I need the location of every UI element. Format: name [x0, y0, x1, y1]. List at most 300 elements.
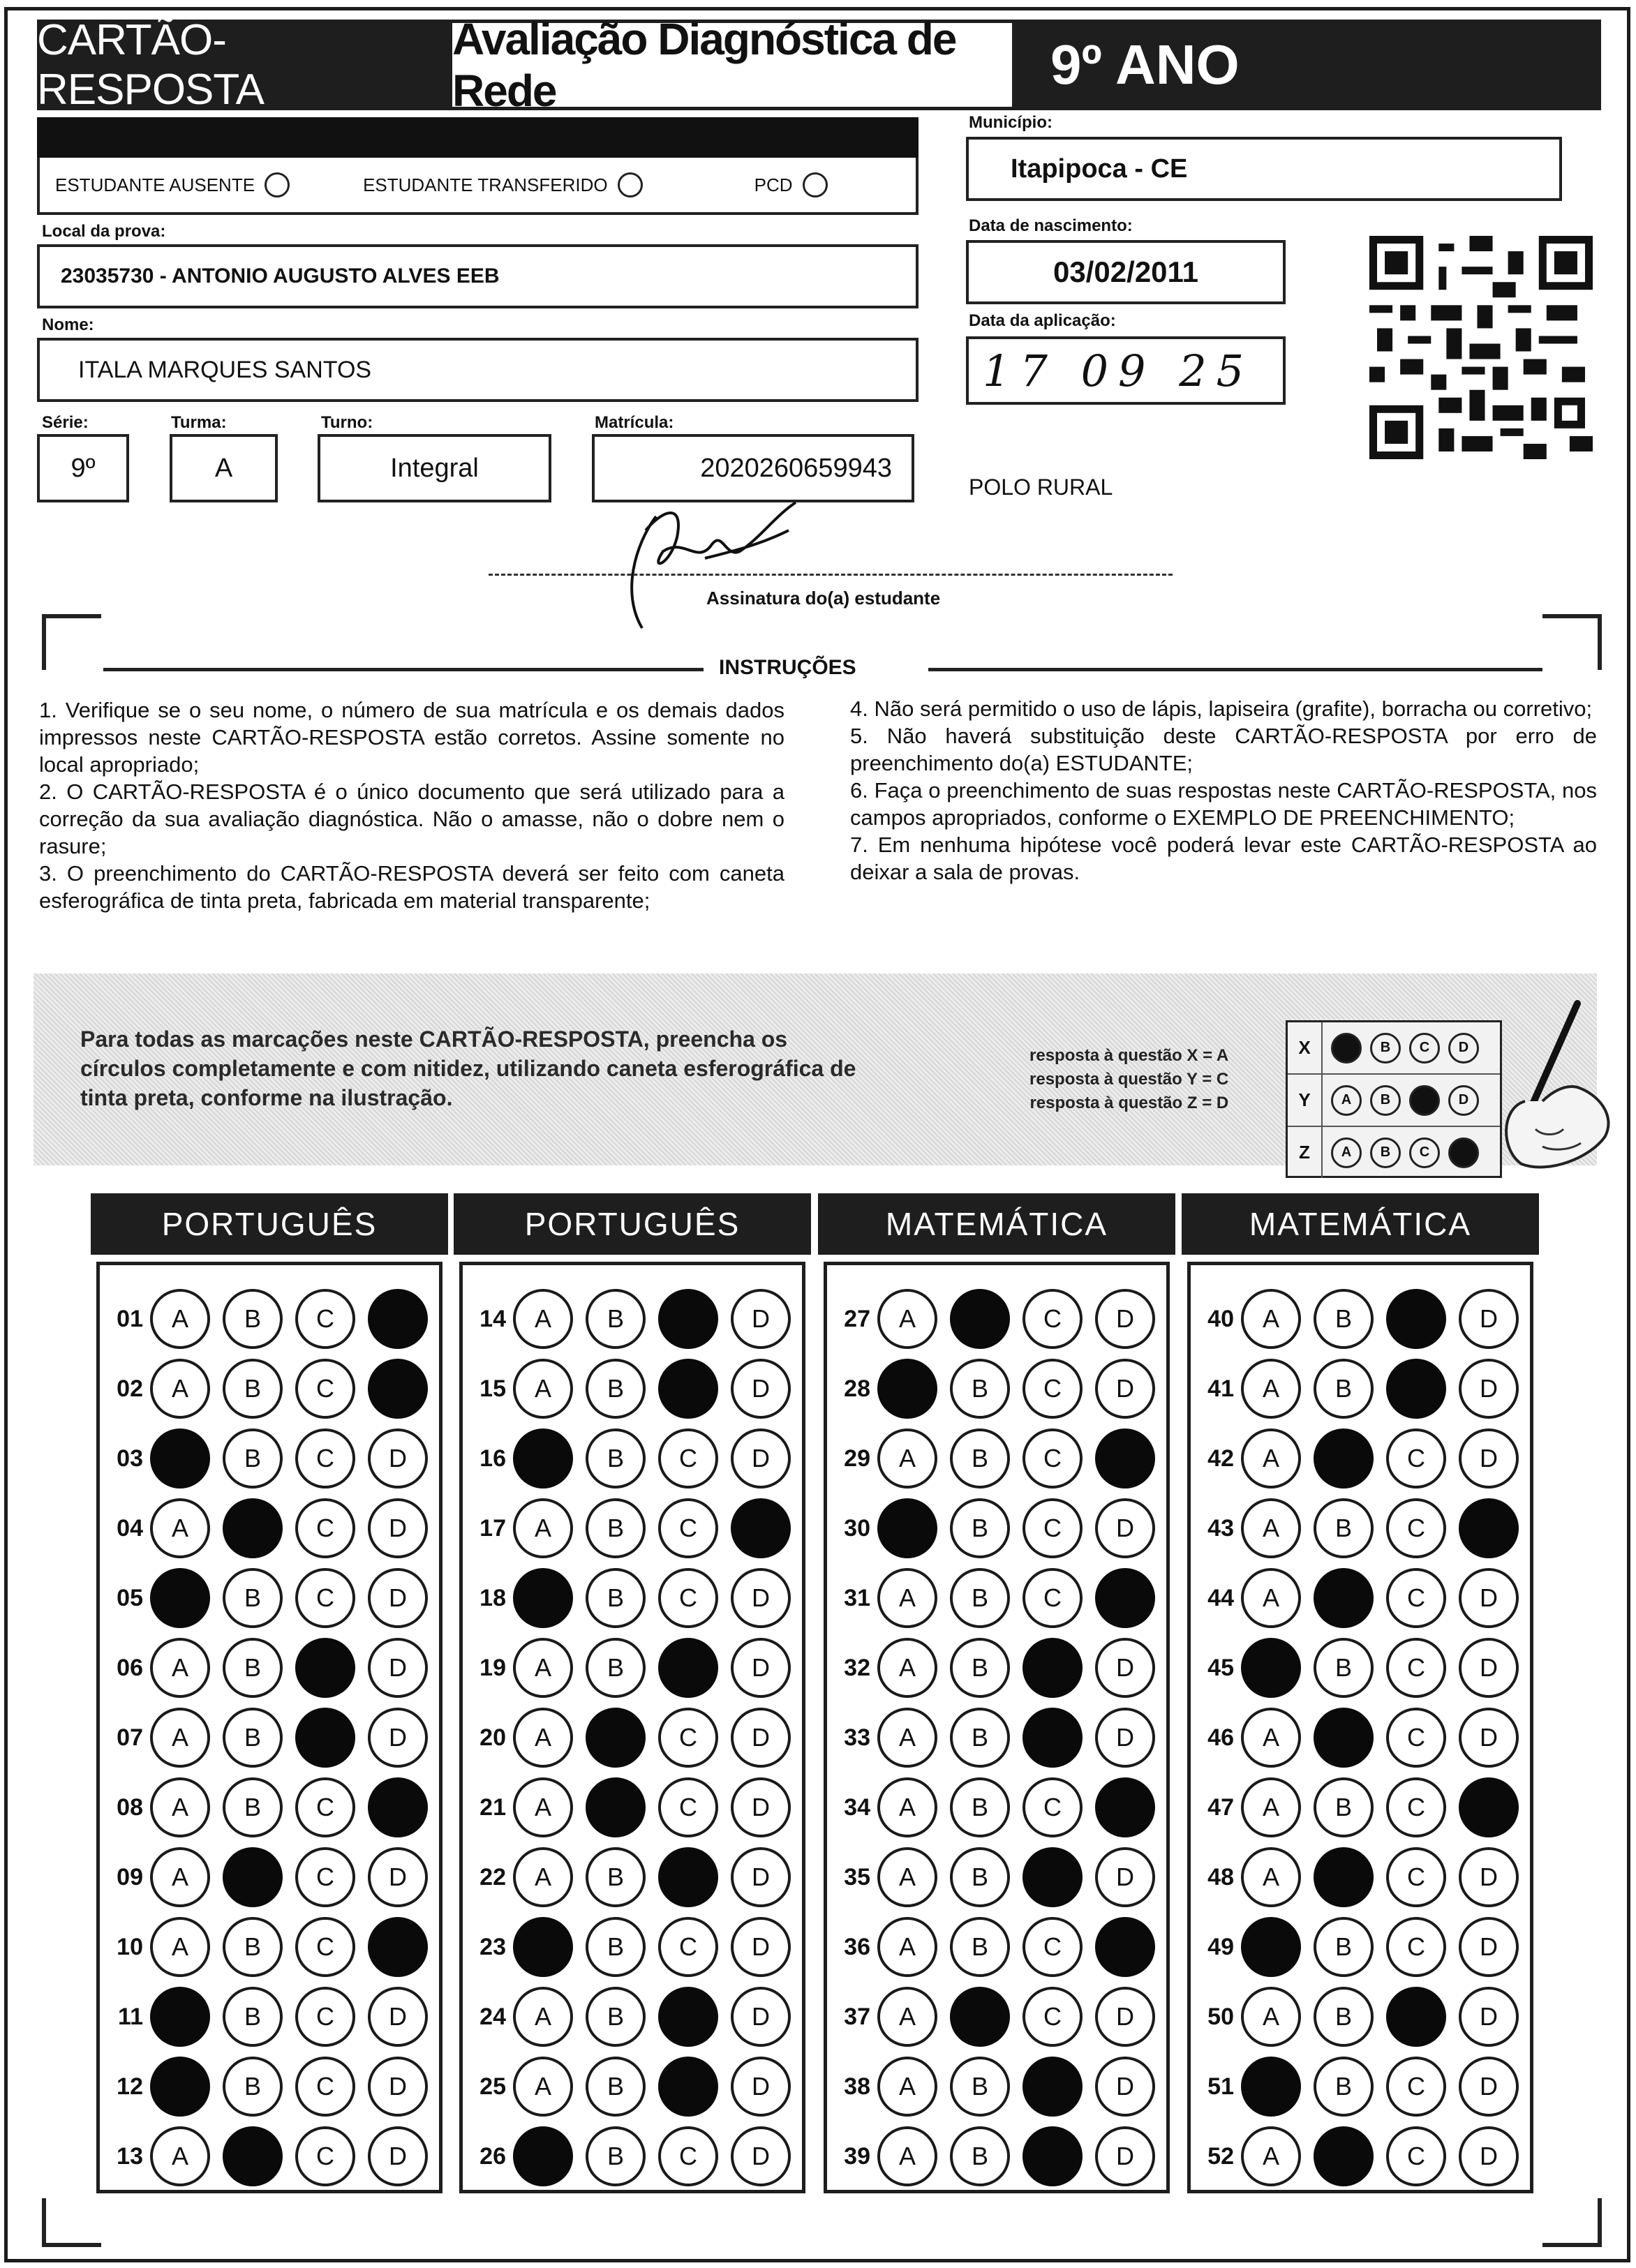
answer-bubble-a[interactable]: A	[877, 1359, 937, 1419]
answer-bubble-a[interactable]: A	[513, 1708, 573, 1768]
answer-bubble-d[interactable]: D	[731, 1777, 791, 1837]
turno-field: Integral	[318, 434, 551, 502]
question-number: 45	[1207, 1654, 1234, 1681]
answer-bubble-c[interactable]: C	[658, 2126, 718, 2186]
answer-bubble-b[interactable]: B	[950, 2057, 1010, 2117]
answer-bubble-c[interactable]: C	[1386, 1777, 1446, 1837]
answer-bubble-d[interactable]: D	[1459, 2057, 1519, 2117]
answer-bubble-d[interactable]: D	[368, 1917, 428, 1977]
answer-bubble-d[interactable]: D	[1095, 1289, 1155, 1349]
question-number: 19	[479, 1654, 506, 1681]
transferred-radio[interactable]	[618, 172, 643, 197]
answer-bubble-b[interactable]: B	[223, 1289, 283, 1349]
answer-bubble-a[interactable]: A	[150, 1289, 210, 1349]
answer-bubble-b[interactable]: B	[223, 1987, 283, 2047]
answer-row	[1191, 1847, 1531, 1907]
answer-bubble-c[interactable]: C	[1022, 1917, 1083, 1977]
answer-bubble-b[interactable]: B	[1314, 1359, 1374, 1419]
answer-bubble-d[interactable]: D	[731, 2057, 791, 2117]
turma-field: A	[170, 434, 278, 502]
answer-bubble-b[interactable]: B	[1314, 2126, 1374, 2186]
signature-line	[489, 574, 1173, 576]
answer-bubble-c[interactable]: C	[658, 1917, 718, 1977]
answer-bubble-b[interactable]: B	[586, 1359, 646, 1419]
answer-bubble-d[interactable]: D	[368, 1777, 428, 1837]
instructions-left	[39, 696, 784, 914]
absent-label: ESTUDANTE AUSENTE	[55, 174, 255, 195]
answer-bubble-a[interactable]: A	[513, 1638, 573, 1698]
answer-bubble-a[interactable]: A	[877, 2126, 937, 2186]
answer-bubble-b[interactable]: B	[586, 1847, 646, 1907]
answer-bubble-a[interactable]: A	[150, 2057, 210, 2117]
pcd-label: PCD	[754, 174, 793, 195]
answer-bubble-b[interactable]: B	[1314, 1917, 1374, 1977]
answer-bubble-b[interactable]: B	[223, 1708, 283, 1768]
answer-bubble-c[interactable]: C	[295, 1498, 355, 1558]
example-bubble: A	[1331, 1085, 1362, 1116]
question-number: 38	[844, 2073, 870, 2100]
answer-bubble-d[interactable]: D	[731, 2126, 791, 2186]
answer-bubble-a[interactable]: A	[877, 1568, 937, 1628]
example-bubble: D	[1448, 1085, 1479, 1116]
answer-bubble-b[interactable]: B	[950, 1987, 1010, 2047]
answer-row	[1191, 1289, 1531, 1349]
answer-bubble-c[interactable]: C	[1022, 2057, 1083, 2117]
answer-bubble-b[interactable]: B	[950, 1638, 1010, 1698]
instruction-4: 4. Não será permitido o uso de lápis, lapiseira (grafite), borracha ou corretivo;	[850, 696, 1593, 721]
answer-bubble-a[interactable]: A	[877, 1289, 937, 1349]
answer-bubble-c[interactable]: C	[295, 1359, 355, 1419]
answer-bubble-d[interactable]: D	[1095, 1708, 1155, 1768]
answer-bubble-a[interactable]: A	[513, 2057, 573, 2117]
answer-bubble-b[interactable]: B	[586, 2057, 646, 2117]
question-number: 16	[479, 1445, 506, 1472]
exam-title: Avaliação Diagnóstica de Rede	[449, 20, 1016, 110]
answer-bubble-d[interactable]: D	[1095, 1359, 1155, 1419]
example-key-x: resposta à questão X = A	[1029, 1046, 1229, 1065]
answer-bubble-d[interactable]: D	[731, 1359, 791, 1419]
answer-bubble-b[interactable]: B	[223, 1777, 283, 1837]
answer-bubble-b[interactable]: B	[950, 1428, 1010, 1489]
answer-bubble-a[interactable]: A	[150, 1708, 210, 1768]
example-bubble: C	[1409, 1033, 1440, 1064]
answer-bubble-c[interactable]: C	[658, 1498, 718, 1558]
answer-bubble-d[interactable]: D	[368, 1498, 428, 1558]
answer-bubble-a[interactable]: A	[150, 1568, 210, 1628]
question-number: 21	[479, 1793, 506, 1821]
answer-bubble-a[interactable]: A	[877, 1917, 937, 1977]
answer-bubble-c[interactable]: C	[658, 1359, 718, 1419]
answer-row	[1191, 1987, 1531, 2047]
answer-bubble-c[interactable]: C	[1386, 1289, 1446, 1349]
answer-bubble-b[interactable]: B	[1314, 1289, 1374, 1349]
answer-bubble-b[interactable]: B	[1314, 1847, 1374, 1907]
question-number: 17	[479, 1514, 506, 1542]
answer-bubble-c[interactable]: C	[658, 2057, 718, 2117]
answer-bubble-d[interactable]: D	[368, 1847, 428, 1907]
answer-row	[1191, 2057, 1531, 2117]
answer-bubble-b[interactable]: B	[223, 1428, 283, 1489]
answer-bubble-b[interactable]: B	[950, 1777, 1010, 1837]
answer-bubble-d[interactable]: D	[1459, 1777, 1519, 1837]
answer-row	[100, 1917, 440, 1977]
local-field: 23035730 - ANTONIO AUGUSTO ALVES EEB	[37, 244, 919, 308]
answer-bubble-a[interactable]: A	[513, 1568, 573, 1628]
question-number: 37	[844, 2003, 870, 2030]
instructions-title: INSTRUÇÕES	[719, 656, 856, 679]
answer-bubble-d[interactable]: D	[1095, 1987, 1155, 2047]
instruction-5: 5. Não haverá substituição deste CARTÃO-RESPOSTA por erro de preenchimento do(a) ESTUDANTE;	[850, 724, 1597, 775]
answer-bubble-c[interactable]: C	[1022, 1428, 1083, 1489]
answer-bubble-b[interactable]: B	[1314, 1638, 1374, 1698]
answer-bubble-a[interactable]: A	[1241, 1917, 1301, 1977]
answer-row	[100, 1498, 440, 1558]
instructions-rule-right	[928, 668, 1542, 671]
answer-row	[100, 1987, 440, 2047]
answer-bubble-a[interactable]: A	[877, 1777, 937, 1837]
answer-bubble-d[interactable]: D	[731, 1568, 791, 1628]
answer-bubble-c[interactable]: C	[1022, 1568, 1083, 1628]
answer-bubble-d[interactable]: D	[1095, 1498, 1155, 1558]
answer-bubble-c[interactable]: C	[1386, 2057, 1446, 2117]
answer-bubble-c[interactable]: C	[658, 1847, 718, 1907]
answer-bubble-a[interactable]: A	[877, 2057, 937, 2117]
answer-bubble-b[interactable]: B	[950, 1359, 1010, 1419]
instruction-1: 1. Verifique se o seu nome, o número de sua matrícula e os demais dados impressos neste CARTÃO-RESPOSTA estão corretos. Assine somente no local apropriado;	[39, 698, 784, 777]
answer-bubble-d[interactable]: D	[368, 2057, 428, 2117]
answer-bubble-b[interactable]: B	[223, 1638, 283, 1698]
answer-bubble-a[interactable]: A	[1241, 1498, 1301, 1558]
answer-row	[463, 2057, 803, 2117]
answer-bubble-a[interactable]: A	[877, 1708, 937, 1768]
question-number: 32	[844, 1654, 870, 1681]
answer-bubble-b[interactable]: B	[586, 1428, 646, 1489]
answer-bubble-c[interactable]: C	[658, 1708, 718, 1768]
answer-bubble-a[interactable]: A	[150, 1638, 210, 1698]
answer-bubble-d[interactable]: D	[1095, 1777, 1155, 1837]
answer-bubble-a[interactable]: A	[1241, 1359, 1301, 1419]
answer-bubble-c[interactable]: C	[658, 1638, 718, 1698]
instructions-corner-left	[42, 614, 101, 670]
answer-bubble-a[interactable]: A	[1241, 1777, 1301, 1837]
answer-bubble-a[interactable]: A	[150, 1498, 210, 1558]
answer-bubble-a[interactable]: A	[513, 1987, 573, 2047]
answer-bubble-b[interactable]: B	[586, 1917, 646, 1977]
example-bubble: C	[1409, 1137, 1440, 1168]
question-number: 15	[479, 1375, 506, 1402]
answer-bubble-d[interactable]: D	[368, 1289, 428, 1349]
question-number: 47	[1207, 1793, 1234, 1821]
question-number: 05	[117, 1584, 143, 1611]
answer-bubble-d[interactable]: D	[368, 1987, 428, 2047]
answer-bubble-c[interactable]: C	[1386, 1568, 1446, 1628]
answer-row	[827, 1498, 1168, 1558]
answer-row	[463, 1708, 803, 1768]
answer-bubble-c[interactable]: C	[1022, 1638, 1083, 1698]
answer-bubble-a[interactable]: A	[877, 1987, 937, 2047]
answer-bubble-d[interactable]: D	[1095, 1568, 1155, 1628]
answer-bubble-b[interactable]: B	[1314, 1428, 1374, 1489]
answer-bubble-b[interactable]: B	[1314, 1498, 1374, 1558]
answer-bubble-b[interactable]: B	[1314, 1708, 1374, 1768]
answer-bubble-c[interactable]: C	[295, 1708, 355, 1768]
answer-bubble-a[interactable]: A	[150, 1847, 210, 1907]
answer-bubble-b[interactable]: B	[950, 1847, 1010, 1907]
answer-bubble-d[interactable]: D	[1459, 1708, 1519, 1768]
section-header: PORTUGUÊS	[91, 1193, 448, 1255]
answer-bubble-a[interactable]: A	[877, 1638, 937, 1698]
answer-bubble-c[interactable]: C	[295, 2126, 355, 2186]
answer-bubble-b[interactable]: B	[1314, 2057, 1374, 2117]
question-number: 43	[1207, 1514, 1234, 1542]
answer-bubble-d[interactable]: D	[731, 1638, 791, 1698]
answer-bubble-b[interactable]: B	[586, 1708, 646, 1768]
answer-bubble-d[interactable]: D	[1459, 1289, 1519, 1349]
answer-bubble-a[interactable]: A	[150, 1359, 210, 1419]
answer-bubble-d[interactable]: D	[731, 1987, 791, 2047]
example-bubble: B	[1370, 1033, 1401, 1064]
answer-bubble-d[interactable]: D	[731, 1498, 791, 1558]
name-field: ITALA MARQUES SANTOS	[37, 338, 919, 402]
question-number: 04	[117, 1514, 143, 1542]
answer-bubble-d[interactable]: D	[1459, 1498, 1519, 1558]
answer-bubble-c[interactable]: C	[295, 2057, 355, 2117]
answer-bubble-c[interactable]: C	[1022, 1708, 1083, 1768]
answer-bubble-b[interactable]: B	[950, 1917, 1010, 1977]
answer-bubble-d[interactable]: D	[368, 1638, 428, 1698]
answer-bubble-a[interactable]: A	[877, 1847, 937, 1907]
answer-bubble-b[interactable]: B	[223, 1568, 283, 1628]
answer-bubble-d[interactable]: D	[1459, 1359, 1519, 1419]
question-number: 20	[479, 1724, 506, 1751]
answer-bubble-c[interactable]: C	[1386, 1359, 1446, 1419]
answer-bubble-d[interactable]: D	[368, 1708, 428, 1768]
answer-bubble-c[interactable]: C	[1022, 1498, 1083, 1558]
question-number: 09	[117, 1863, 143, 1890]
answer-row	[827, 1428, 1168, 1489]
answer-bubble-b[interactable]: B	[223, 2057, 283, 2117]
answer-bubble-b[interactable]: B	[223, 1359, 283, 1419]
answer-row	[463, 1638, 803, 1698]
answer-bubble-a[interactable]: A	[877, 1428, 937, 1489]
bottom-corner-right	[1542, 2198, 1602, 2247]
name-label: Nome:	[42, 315, 94, 334]
answer-bubble-a[interactable]: A	[877, 1498, 937, 1558]
answer-bubble-c[interactable]: C	[1022, 1847, 1083, 1907]
answer-row	[827, 2057, 1168, 2117]
answer-bubble-d[interactable]: D	[1459, 1917, 1519, 1977]
answer-bubble-c[interactable]: C	[658, 1777, 718, 1837]
answer-bubble-c[interactable]: C	[295, 1289, 355, 1349]
answer-bubble-b[interactable]: B	[950, 2126, 1010, 2186]
answer-bubble-d[interactable]: D	[1095, 1638, 1155, 1698]
answer-bubble-d[interactable]: D	[1459, 1847, 1519, 1907]
question-number: 25	[479, 2073, 506, 2100]
answer-bubble-b[interactable]: B	[586, 1289, 646, 1349]
matricula-field: 2020260659943	[592, 434, 914, 502]
answer-bubble-b[interactable]: B	[950, 1568, 1010, 1628]
question-number: 12	[117, 2073, 143, 2100]
instructions-rule-left	[103, 668, 704, 671]
answer-bubble-d[interactable]: D	[368, 1359, 428, 1419]
answer-bubble-d[interactable]: D	[1459, 1568, 1519, 1628]
example-question-letter: X	[1288, 1022, 1323, 1073]
answer-bubble-d[interactable]: D	[368, 1568, 428, 1628]
answer-bubble-c[interactable]: C	[295, 1428, 355, 1489]
answer-bubble-d[interactable]: D	[731, 1708, 791, 1768]
answer-bubble-c[interactable]: C	[1022, 1359, 1083, 1419]
answer-bubble-c[interactable]: C	[1386, 1498, 1446, 1558]
answer-bubble-c[interactable]: C	[1022, 2126, 1083, 2186]
answer-bubble-a[interactable]: A	[513, 1428, 573, 1489]
absent-radio[interactable]	[265, 172, 290, 197]
answer-bubble-b[interactable]: B	[1314, 1568, 1374, 1628]
answer-bubble-a[interactable]: A	[1241, 1289, 1301, 1349]
answer-bubble-a[interactable]: A	[513, 1498, 573, 1558]
answer-bubble-c[interactable]: C	[1386, 1638, 1446, 1698]
answer-row	[827, 1359, 1168, 1419]
answer-bubble-d[interactable]: D	[1459, 2126, 1519, 2186]
example-keys	[1029, 1044, 1228, 1115]
card-title: CARTÃO-RESPOSTA	[37, 20, 449, 110]
question-number: 08	[117, 1793, 143, 1821]
question-number: 26	[479, 2142, 506, 2170]
answer-bubble-d[interactable]: D	[1095, 1428, 1155, 1489]
answer-bubble-c[interactable]: C	[658, 1428, 718, 1489]
barcode-bar	[37, 117, 919, 158]
question-number: 22	[479, 1863, 506, 1890]
signature-scribble	[579, 488, 831, 649]
answer-bubble-c[interactable]: C	[1386, 2126, 1446, 2186]
turma-label: Turma:	[171, 413, 227, 432]
answer-bubble-d[interactable]: D	[731, 1428, 791, 1489]
answer-bubble-c[interactable]: C	[295, 1568, 355, 1628]
answer-bubble-d[interactable]: D	[1095, 1917, 1155, 1977]
answer-bubble-b[interactable]: B	[586, 1568, 646, 1628]
answer-bubble-c[interactable]: C	[1022, 1987, 1083, 2047]
serie-field: 9º	[37, 434, 129, 502]
answer-bubble-d[interactable]: D	[731, 1289, 791, 1349]
answer-bubble-a[interactable]: A	[513, 2126, 573, 2186]
answer-bubble-b[interactable]: B	[586, 1498, 646, 1558]
question-number: 46	[1207, 1724, 1234, 1751]
answer-bubble-a[interactable]: A	[1241, 1708, 1301, 1768]
answer-bubble-d[interactable]: D	[1095, 1847, 1155, 1907]
turno-label: Turno:	[321, 413, 373, 432]
answer-bubble-c[interactable]: C	[295, 1638, 355, 1698]
answer-bubble-a[interactable]: A	[513, 1777, 573, 1837]
answer-bubble-c[interactable]: C	[1386, 1987, 1446, 2047]
answer-bubble-c[interactable]: C	[295, 1847, 355, 1907]
answer-bubble-c[interactable]: C	[1386, 1708, 1446, 1768]
answer-bubble-a[interactable]: A	[1241, 1428, 1301, 1489]
answer-bubble-a[interactable]: A	[150, 1777, 210, 1837]
answer-bubble-a[interactable]: A	[1241, 1987, 1301, 2047]
answer-bubble-a[interactable]: A	[1241, 2057, 1301, 2117]
answer-bubble-b[interactable]: B	[950, 1289, 1010, 1349]
answer-row	[827, 1987, 1168, 2047]
question-number: 18	[479, 1584, 506, 1611]
answer-bubble-a[interactable]: A	[513, 1289, 573, 1349]
answer-bubble-a[interactable]: A	[513, 1359, 573, 1419]
polo-label: POLO RURAL	[969, 475, 1113, 500]
question-number: 11	[118, 2003, 143, 2030]
instruction-6: 6. Faça o preenchimento de suas respostas neste CARTÃO-RESPOSTA, nos campos apropriados, conforme o EXEMPLO DE PREENCHIMENTO;	[850, 778, 1597, 830]
pcd-radio[interactable]	[803, 172, 828, 197]
answer-bubble-b[interactable]: B	[586, 2126, 646, 2186]
answer-row	[100, 1847, 440, 1907]
municipio-field: Itapipoca - CE	[966, 137, 1562, 201]
answer-bubble-c[interactable]: C	[658, 1987, 718, 2047]
answer-bubble-a[interactable]: A	[150, 1428, 210, 1489]
answer-bubble-a[interactable]: A	[150, 1987, 210, 2047]
answer-bubble-c[interactable]: C	[295, 1777, 355, 1837]
answer-bubble-b[interactable]: B	[1314, 1987, 1374, 2047]
answer-bubble-a[interactable]: A	[1241, 1638, 1301, 1698]
answer-bubble-b[interactable]: B	[223, 1917, 283, 1977]
answer-bubble-b[interactable]: B	[223, 2126, 283, 2186]
question-number: 28	[844, 1375, 870, 1402]
answer-bubble-c[interactable]: C	[1022, 1289, 1083, 1349]
answer-bubble-a[interactable]: A	[150, 1917, 210, 1977]
answer-bubble-c[interactable]: C	[295, 1917, 355, 1977]
answer-row	[1191, 1917, 1531, 1977]
answer-bubble-b[interactable]: B	[223, 1847, 283, 1907]
answer-bubble-d[interactable]: D	[1095, 2126, 1155, 2186]
answer-bubble-c[interactable]: C	[658, 1568, 718, 1628]
answer-bubble-d[interactable]: D	[731, 1917, 791, 1977]
answer-bubble-d[interactable]: D	[731, 1847, 791, 1907]
answer-bubble-d[interactable]: D	[368, 1428, 428, 1489]
answer-bubble-c[interactable]: C	[658, 1289, 718, 1349]
answer-bubble-c[interactable]: C	[1386, 1428, 1446, 1489]
answer-row	[463, 1917, 803, 1977]
answer-bubble-b[interactable]: B	[586, 1987, 646, 2047]
answer-bubble-a[interactable]: A	[150, 2126, 210, 2186]
answer-bubble-c[interactable]: C	[295, 1987, 355, 2047]
answer-bubble-c[interactable]: C	[1386, 1917, 1446, 1977]
answer-bubble-b[interactable]: B	[586, 1777, 646, 1837]
answer-row	[463, 1568, 803, 1628]
answer-row	[1191, 1777, 1531, 1837]
answer-row	[827, 1638, 1168, 1698]
answer-bubble-c[interactable]: C	[1022, 1777, 1083, 1837]
answer-bubble-c[interactable]: C	[1386, 1847, 1446, 1907]
answer-bubble-d[interactable]: D	[1459, 1428, 1519, 1489]
answer-bubble-b[interactable]: B	[223, 1498, 283, 1558]
answer-bubble-b[interactable]: B	[1314, 1777, 1374, 1837]
answer-row	[1191, 1359, 1531, 1419]
answer-bubble-a[interactable]: A	[1241, 2126, 1301, 2186]
answer-bubble-d[interactable]: D	[1459, 1987, 1519, 2047]
answer-bubble-b[interactable]: B	[950, 1708, 1010, 1768]
answer-bubble-d[interactable]: D	[1459, 1638, 1519, 1698]
answer-row	[100, 1428, 440, 1489]
answer-bubble-b[interactable]: B	[586, 1638, 646, 1698]
answer-bubble-a[interactable]: A	[1241, 1847, 1301, 1907]
instructions-right	[850, 695, 1597, 886]
answer-bubble-a[interactable]: A	[1241, 1568, 1301, 1628]
answer-bubble-a[interactable]: A	[513, 1917, 573, 1977]
answer-bubble-a[interactable]: A	[513, 1847, 573, 1907]
answer-bubble-b[interactable]: B	[950, 1498, 1010, 1558]
answer-bubble-d[interactable]: D	[1095, 2057, 1155, 2117]
question-number: 14	[479, 1305, 506, 1332]
instructions-corner-right	[1542, 614, 1602, 670]
answer-bubble-d[interactable]: D	[368, 2126, 428, 2186]
question-number: 42	[1207, 1445, 1234, 1472]
question-number: 13	[117, 2142, 143, 2170]
